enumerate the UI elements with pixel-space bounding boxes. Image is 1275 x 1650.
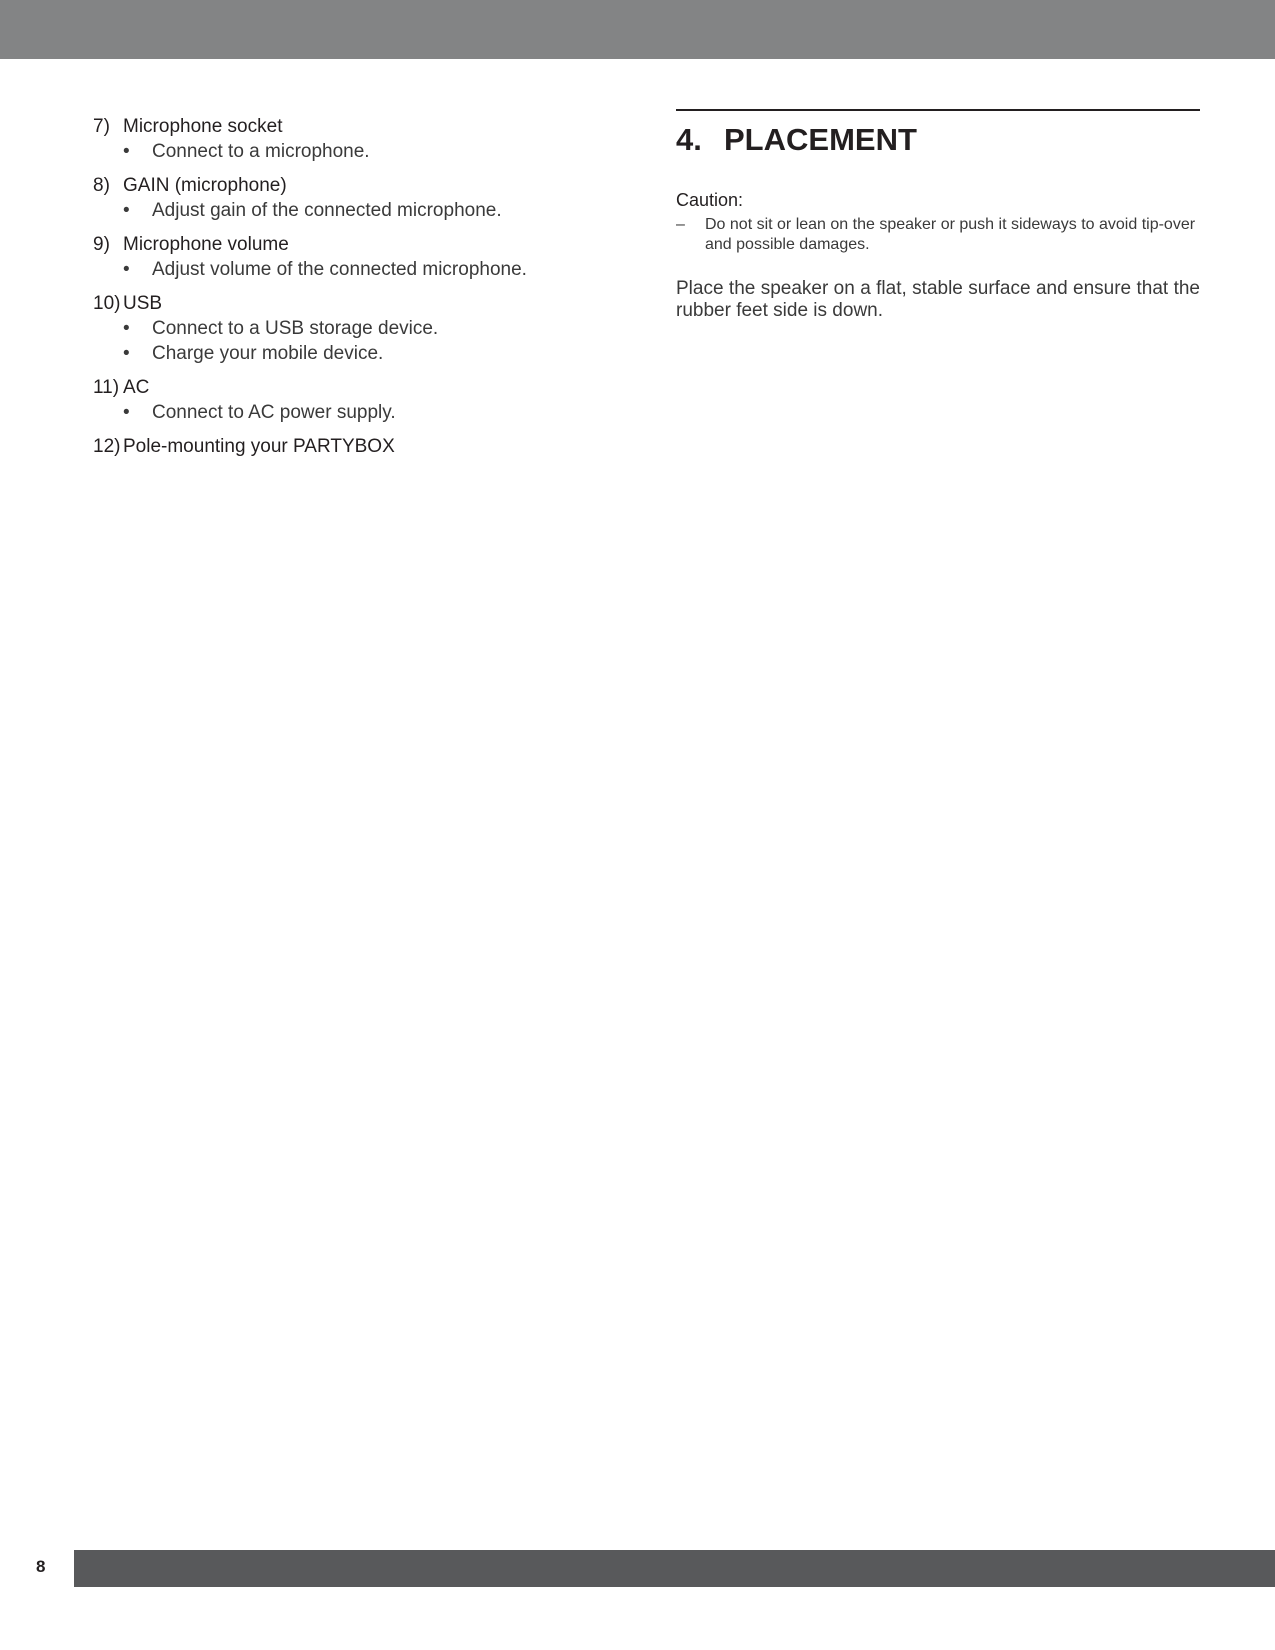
list-item: [93, 291, 653, 366]
bullet-line: [93, 139, 653, 164]
bullet-text: Adjust volume of the connected microphone.: [152, 259, 527, 280]
bullet-text: Adjust gain of the connected microphone.: [152, 200, 502, 221]
item-number: 8): [93, 175, 110, 196]
bullet-line: [93, 198, 653, 223]
bullet-line: [93, 257, 653, 282]
bullet-text: Charge your mobile device.: [152, 343, 384, 364]
bullet-text: Connect to a USB storage device.: [152, 318, 439, 339]
section-divider: [676, 109, 1200, 111]
page-number: 8: [36, 1557, 46, 1576]
bullet-line: [93, 341, 653, 366]
bullet-dot: •: [123, 402, 130, 423]
item-title: Microphone volume: [123, 234, 289, 255]
bullet-dot: •: [123, 200, 130, 221]
bullet-dot: •: [123, 141, 130, 162]
item-number: 7): [93, 116, 110, 137]
item-number: 11): [93, 377, 120, 398]
item-number: 10): [93, 293, 121, 314]
item-title: USB: [123, 293, 163, 314]
bullet-text: Connect to a microphone.: [152, 141, 370, 162]
item-number: 12): [93, 436, 121, 457]
list-item: [93, 173, 653, 223]
section-title: PLACEMENT: [724, 122, 917, 157]
bullet-line: [93, 400, 653, 425]
item-title: AC: [123, 377, 150, 398]
placement-instructions: Place the speaker on a flat, stable surface and ensure that the rubber feet side is down.: [676, 278, 1200, 321]
item-title: Microphone socket: [123, 116, 283, 137]
bullet-dot: •: [123, 318, 130, 339]
header-band: [0, 0, 1275, 59]
footer-band: [74, 1550, 1275, 1587]
list-item: [93, 375, 653, 425]
caution-dash: –: [676, 216, 685, 233]
caution-item: [676, 215, 1200, 255]
caution-label: Caution:: [676, 190, 744, 210]
placement-section: [676, 109, 1200, 322]
bullet-text: Connect to AC power supply.: [152, 402, 396, 423]
item-number: 9): [93, 234, 110, 255]
bullet-dot: •: [123, 259, 130, 280]
connector-list: [93, 114, 653, 468]
section-number: 4.: [676, 122, 702, 157]
item-title: Pole-mounting your PARTYBOX: [123, 436, 395, 457]
item-title: GAIN (microphone): [123, 175, 287, 196]
list-item: [93, 434, 653, 459]
list-item: [93, 232, 653, 282]
bullet-line: [93, 316, 653, 341]
bullet-dot: •: [123, 343, 130, 364]
section-heading: [676, 121, 1200, 159]
caution-text: Do not sit or lean on the speaker or push it sideways to avoid tip-over and possible damages.: [705, 216, 1196, 253]
list-item: [93, 114, 653, 164]
